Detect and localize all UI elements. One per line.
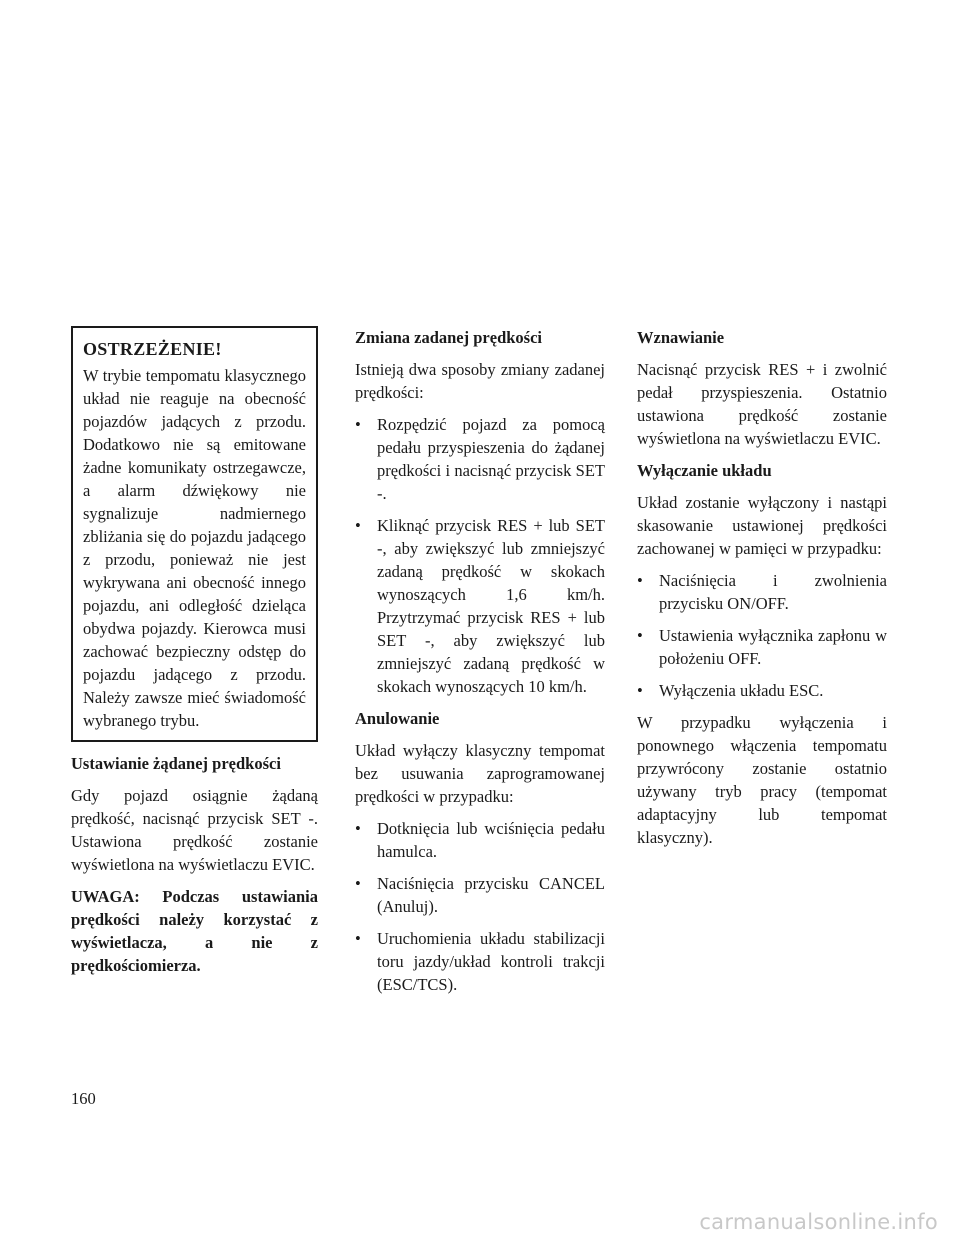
section-heading-turn-off: Wyłączanie układu xyxy=(637,461,772,480)
section-heading-resume: Wznawianie xyxy=(637,328,725,347)
change-speed-paragraph: Istnieją dwa sposoby zmiany zadanej prędkości: xyxy=(355,360,605,402)
column-right xyxy=(637,326,887,858)
turn-off-list xyxy=(637,569,887,702)
cancel-list xyxy=(355,817,605,996)
change-speed-list xyxy=(355,413,605,698)
list-item: • Ustawienia wyłącznika zapłonu w położeniu OFF. xyxy=(637,624,887,670)
column-middle xyxy=(355,326,605,1005)
warning-title: OSTRZEŻENIE! xyxy=(83,339,222,359)
section-heading-cancel: Anulowanie xyxy=(355,709,440,728)
warning-box xyxy=(71,326,318,742)
page-number: 160 xyxy=(71,1089,96,1108)
list-item: • Uruchomienia układu stabilizacji toru jazdy/układ kontroli trakcji (ESC/TCS). xyxy=(355,927,605,996)
resume-paragraph: Nacisnąć przycisk RES + i zwolnić pedał przyspieszenia. Ostatnio ustawiona prędkość zostanie wyświetlona na wyświetlaczu EVIC. xyxy=(637,360,887,448)
restart-paragraph: W przypadku wyłączenia i ponownego włączenia tempomatu przywrócony zostanie ostatnio używany tryb pracy (tempomat adaptacyjny lub tempomat klasyczny). xyxy=(637,713,887,847)
warning-text: W trybie tempomatu klasycznego układ nie reaguje na obecność pojazdów jadących z przodu. Dodatkowo nie są emitowane żadne komunikaty ostrzegawcze, a alarm dźwiękowy nie sygnalizuje nadmiernego zbliżania się do pojazdu jadącego z przodu, ponieważ nie jest wykrywana ani obecność innego pojazdu, ani odległość dzieląca obydwa pojazdy. Kierowca musi zachować bezpieczny odstęp do pojazdu jadącego z przodu. Należy zawsze mieć świadomość wybranego trybu. xyxy=(83,366,306,730)
set-speed-paragraph: Gdy pojazd osiągnie żądaną prędkość, nacisnąć przycisk SET -. Ustawiona prędkość zostanie wyświetlona na wyświetlaczu EVIC. xyxy=(71,786,318,874)
watermark: carmanualsonline.info xyxy=(699,1210,938,1234)
list-item: • Rozpędzić pojazd za pomocą pedału przyspieszenia do żądanej prędkości i nacisnąć przycisk SET -. xyxy=(355,413,605,505)
list-item: • Kliknąć przycisk RES + lub SET -, aby zwiększyć lub zmniejszyć zadaną prędkość w skokach wynoszących 1,6 km/h. Przytrzymać przycisk RES + lub SET -, aby zwiększyć lub zmniejszyć zadaną prędkość w skokach wynoszących 10 km/h. xyxy=(355,514,605,698)
turn-off-paragraph: Układ zostanie wyłączony i nastąpi skasowanie ustawionej prędkości zachowanej w pamięci w przypadku: xyxy=(637,493,887,558)
list-item: • Wyłączenia układu ESC. xyxy=(637,679,887,702)
list-item: • Dotknięcia lub wciśnięcia pedału hamulca. xyxy=(355,817,605,863)
cancel-paragraph: Układ wyłączy klasyczny tempomat bez usuwania zaprogramowanej prędkości w przypadku: xyxy=(355,741,605,806)
note-text: UWAGA: Podczas ustawiania prędkości należy korzystać z wyświetlacza, a nie z prędkościomierza. xyxy=(71,887,318,975)
section-heading-set-speed: Ustawianie żądanej prędkości xyxy=(71,754,281,773)
list-item: • Naciśnięcia przycisku CANCEL (Anuluj). xyxy=(355,872,605,918)
list-item: • Naciśnięcia i zwolnienia przycisku ON/OFF. xyxy=(637,569,887,615)
column-left xyxy=(71,326,318,977)
section-heading-change-speed: Zmiana zadanej prędkości xyxy=(355,328,543,347)
